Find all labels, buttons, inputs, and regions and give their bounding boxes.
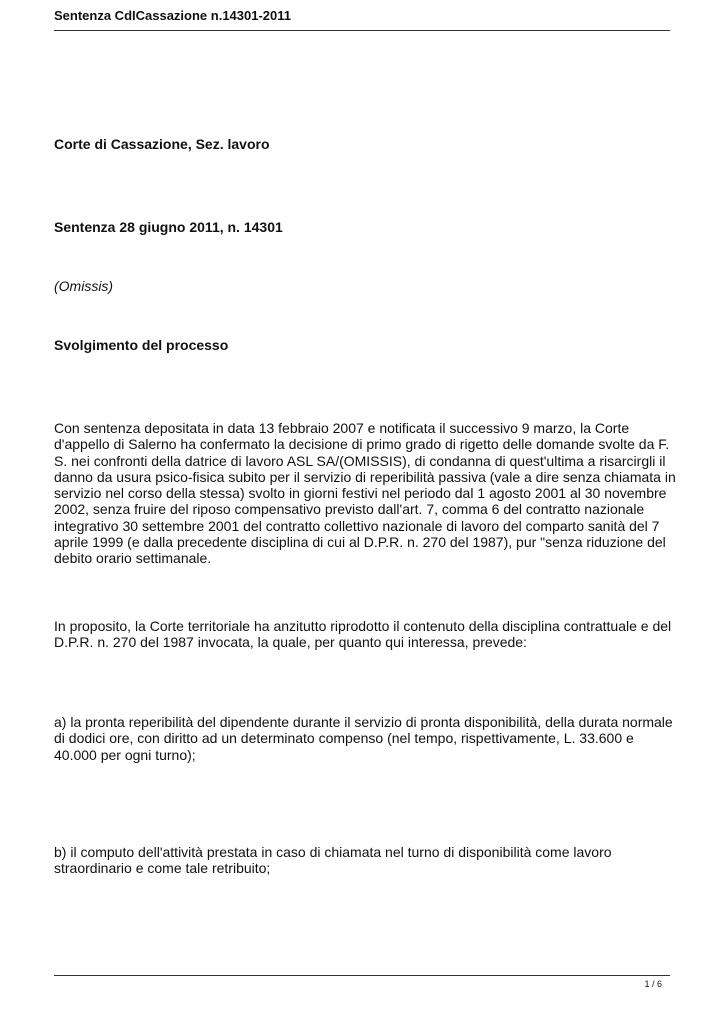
- header-divider: [54, 30, 670, 31]
- section-heading: Svolgimento del processo: [54, 337, 229, 353]
- court-heading: Corte di Cassazione, Sez. lavoro: [54, 136, 270, 152]
- paragraph-2: In proposito, la Corte territoriale ha anzitutto riprodotto il contenuto della disciplina contrattuale e del D.P.R. n. 270 del 1987 invocata, la quale, per quanto qui interessa, prevede:: [54, 618, 672, 651]
- sentence-heading: Sentenza 28 giugno 2011, n. 14301: [54, 219, 283, 235]
- omissis-text: (Omissis): [54, 278, 114, 294]
- paragraph-1: Con sentenza depositata in data 13 febbraio 2007 e notificata il successivo 9 marzo, la Corte d'appello di Salerno ha confermato la decisione di primo grado di rigetto delle domande svolte da F. S. nei confronti della datrice di lavoro ASL SA/(OMISSIS), di condanna di quest'ultima a risarcirgli il danno da usura psico-fisica subito per il servizio di reperibilità passiva (vale a dire senza chiamata in servizio nel corso della stessa) svolto in giorni festivi nel periodo dal 1 agosto 2001 al 30 novembre 2002, senza fruire del riposo compensativo previsto dall'art. 7, comma 6 del contratto nazionale integrativo 30 settembre 2001 del contratto collettivo nazionale di lavoro del comparto sanità del 7 aprile 1999 (e dalla precedente disciplina di cui al D.P.R. n. 270 del 1987), pur "senza riduzione del debito orario settimanale.: [54, 420, 676, 567]
- paragraph-4: b) il computo dell'attività prestata in caso di chiamata nel turno di disponibilità come lavoro straordinario e come tale retribuito;: [54, 844, 612, 877]
- paragraph-3: a) la pronta reperibilità del dipendente durante il servizio di pronta disponibilità, della durata normale di dodici ore, con diritto ad un determinato compenso (nel tempo, rispettivamente, L. 33.600 e 40.000 per ogni turno);: [54, 714, 673, 763]
- footer-divider: [54, 975, 670, 976]
- page-header-title: Sentenza CdICassazione n.14301-2011: [54, 8, 292, 23]
- page-number: 1 / 6: [644, 979, 662, 989]
